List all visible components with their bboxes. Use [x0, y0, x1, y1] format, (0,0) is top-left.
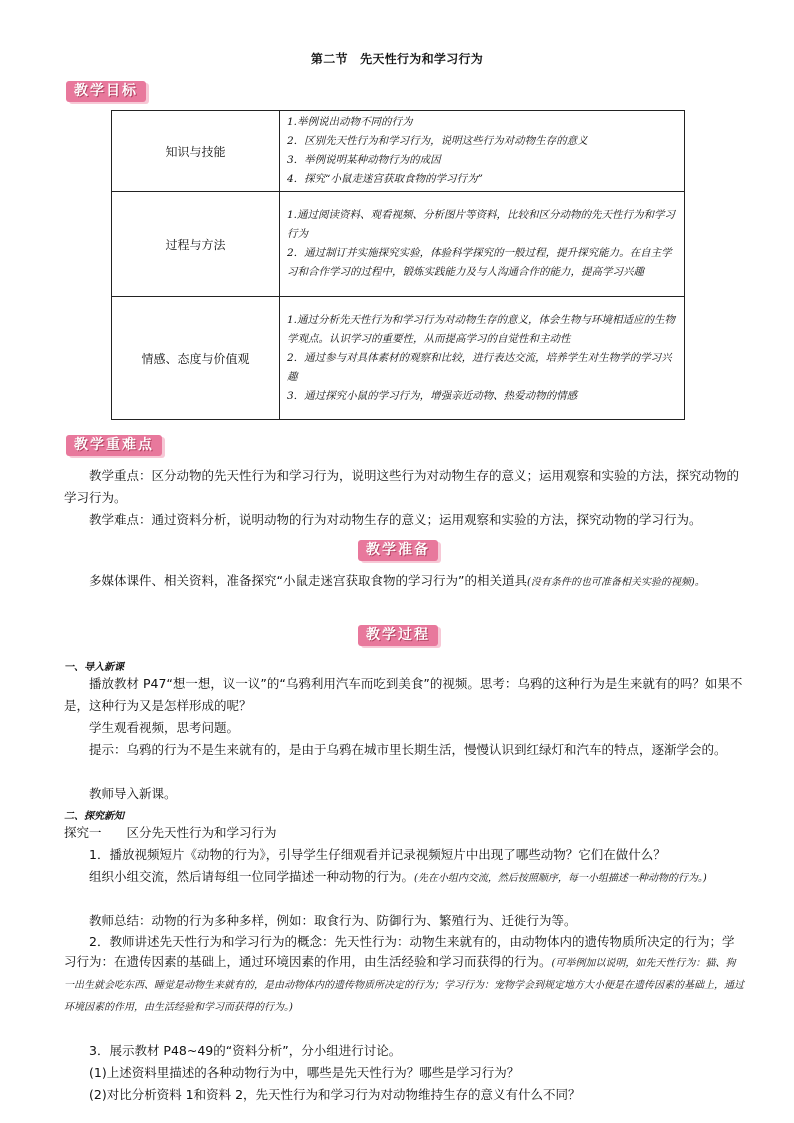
section1-paragraph: 提示：乌鸦的行为不是生来就有的，是由于乌鸦在城市里长期生活，慢慢认识到红绿灯和汽车的特点，逐渐学会的。 [89, 742, 727, 757]
table-row [112, 111, 685, 192]
section1-heading: 一、导入新课 [64, 662, 124, 673]
teaching-focus: 教学重点：区分动物的先天性行为和学习行为，说明这些行为对动物生存的意义；运用观察和实验的方法，探究动物的学习行为。 [64, 468, 740, 505]
objective-item: 2．通过制订并实施探究实验，体验科学探究的一般过程，提升探究能力。在自主学习和合作学习的过程中，锻炼实践能力及与人沟通合作的能力，提高学习兴趣 [287, 247, 672, 278]
section1-paragraph: 学生观看视频，思考问题。 [89, 720, 240, 735]
process-badge: 教学过程 [358, 625, 438, 646]
section1-paragraph: 教师导入新课。 [89, 786, 177, 801]
concept-main: 2．教师讲述先天性行为和学习行为的概念：先天性行为：动物生来就有的，由动物体内的遗传物质所决定的行为；学习行为：在遗传因素的基础上，通过环境因素的作用，由生活经验和学习而获得的行为。 [64, 934, 735, 969]
objectives-table [111, 110, 685, 420]
section2-heading: 二、探究新知 [64, 811, 124, 822]
objectives-badge: 教学目标 [66, 81, 146, 102]
preparation-text [64, 570, 744, 594]
objective-item: 1.通过阅读资料、观看视频、分析图片等资料，比较和区分动物的先天性行为和学习行为 [287, 209, 676, 240]
section2-paragraph: 3．展示教材 P48~49的“资料分析”，分小组进行讨论。 [89, 1043, 402, 1058]
objective-item: 2．通过参与对具体素材的观察和比较，进行表达交流，培养学生对生物学的学习兴趣 [287, 351, 672, 383]
section2-paragraph: 教师总结：动物的行为多种多样，例如：取食行为、防御行为、繁殖行为、迁徙行为等。 [89, 913, 577, 928]
table-row [112, 192, 685, 297]
table-row [112, 297, 685, 420]
category-cell: 知识与技能 [112, 111, 280, 192]
preparation-note: (没有条件的也可准备相关实验的视频)。 [526, 577, 705, 588]
section2-paragraph [64, 932, 744, 1018]
items-cell [280, 192, 685, 297]
objective-item: 3．通过探究小鼠的学习行为，增强亲近动物、热爱动物的情感 [287, 389, 578, 402]
teaching-difficulty: 教学难点：通过资料分析，说明动物的行为对动物生存的意义；运用观察和实验的方法，探究动物的学习行为。 [89, 512, 702, 527]
objective-item: 4．探究“小鼠走迷宫获取食物的学习行为” [287, 173, 483, 185]
preparation-main: 多媒体课件、相关资料，准备探究“小鼠走迷宫获取食物的学习行为”的相关道具 [89, 573, 527, 588]
group-exchange-main: 组织小组交流，然后请每组一位同学描述一种动物的行为。 [89, 869, 415, 884]
preparation-badge: 教学准备 [358, 540, 438, 561]
discussion-question: (1)上述资料里描述的各种动物行为中，哪些是先天性行为？哪些是学习行为？ [89, 1065, 520, 1080]
objective-item: 3．举例说明某种动物行为的成因 [287, 154, 441, 166]
objective-item: 2．区别先天性行为和学习行为，说明这些行为对动物生存的意义 [287, 135, 588, 147]
section1-paragraph: 播放教材 P47“想一想，议一议”的“乌鸦利用汽车而吃到美食”的视频。思考：乌鸦的这种行为是生来就有的吗？如果不是，这种行为又是怎样形成的呢？ [64, 676, 743, 713]
category-cell: 过程与方法 [112, 192, 280, 297]
items-cell [280, 111, 685, 192]
items-cell [280, 297, 685, 420]
key-points-badge: 教学重难点 [66, 435, 162, 456]
objective-item: 1.举例说出动物不同的行为 [287, 116, 413, 128]
discussion-question: (2)对比分析资料 1和资料 2，先天性行为和学习行为对动物维持生存的意义有什么不同？ [89, 1087, 581, 1102]
group-exchange-note: (先在小组内交流，然后按照顺序，每一小组描述一种动物的行为。) [414, 873, 707, 884]
section2-paragraph [64, 866, 744, 890]
objective-item: 1.通过分析先天性行为和学习行为对动物生存的意义，体会生物与环境相适应的生物学观点。认识学习的重要性，从而提高学习的自觉性和主动性 [287, 313, 676, 345]
category-cell: 情感、态度与价值观 [112, 297, 280, 420]
concept-note: (可举例加以说明，如先天性行为：猫、狗一出生就会吃东西、睡觉是动物生来就有的，是由动物体内的遗传物质所决定的行为；学习行为：宠物学会到规定地方大小便是在遗传因素的基础上，通过环境因素的作用，由生活经验和学习而获得的行为。) [64, 958, 744, 1013]
page-title: 第二节 先天性行为和学习行为 [310, 52, 484, 66]
explore-heading: 探究一 区分先天性行为和学习行为 [64, 825, 277, 840]
section2-paragraph: 1．播放视频短片《动物的行为》，引导学生仔细观看并记录视频短片中出现了哪些动物？它们在做什么？ [89, 847, 666, 862]
